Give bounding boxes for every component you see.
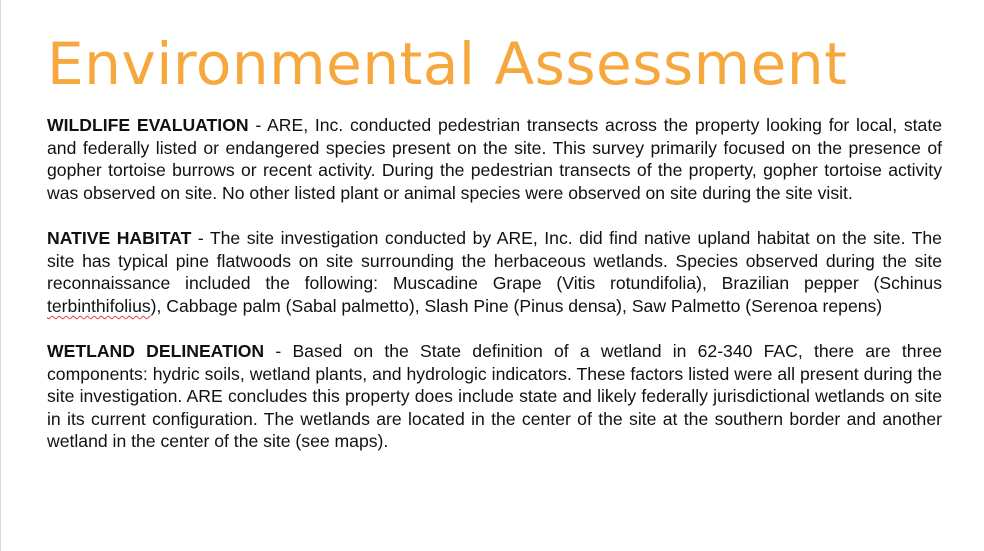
wildlife-evaluation-paragraph <box>47 114 942 204</box>
wetland-delineation-text: Based on the State definition of a wetland in 62-340 FAC, there are three components: hydric soils, wetland plants, and hydrologic indicators. These factors listed were all present during the site investigation. ARE concludes this property does include state and likely federally jurisdictional wetlands on site in its current configuration. The wetlands are located in the center of the site at the southern border and another wetland in the center of the site (see maps). <box>47 340 943 452</box>
spellcheck-flagged-word[interactable]: terbinthifolius <box>47 295 151 316</box>
native-habitat-separator: - <box>191 227 210 248</box>
native-habitat-text-after: ), Cabbage palm (Sabal palmetto), Slash Pine (Pinus densa), Saw Palmetto (Serenoa repens) <box>150 295 883 316</box>
page-title: Environmental Assessment <box>47 30 848 98</box>
native-habitat-paragraph <box>47 227 942 317</box>
native-habitat-heading: NATIVE HABITAT <box>47 227 192 248</box>
wildlife-evaluation-text: ARE, Inc. conducted pedestrian transects across the property looking for local, state and federally listed or endangered species present on the site. This survey primarily focused on the presence of gopher tortoise burrows or recent activity. During the pedestrian transects of the property, gopher tortoise activity was observed on site. No other listed plant or animal species were observed on site during the site visit. <box>47 115 942 203</box>
wetland-delineation-separator: - <box>264 340 293 361</box>
wetland-delineation-heading: WETLAND DELINEATION <box>47 340 265 361</box>
wetland-delineation-paragraph <box>47 340 942 453</box>
document-body <box>47 114 942 476</box>
wildlife-evaluation-heading: WILDLIFE EVALUATION <box>47 115 249 135</box>
wildlife-evaluation-separator: - <box>248 115 268 135</box>
native-habitat-text-before: The site investigation conducted by ARE, Inc. did find native upland habitat on the site. The site has typical pine flatwoods on site surrounding the herbaceous wetlands. Species observed during the site reconnaissance included the following: Muscadine Grape (Vitis rotundifolia), Brazilian pepper (Schinus <box>47 227 942 294</box>
